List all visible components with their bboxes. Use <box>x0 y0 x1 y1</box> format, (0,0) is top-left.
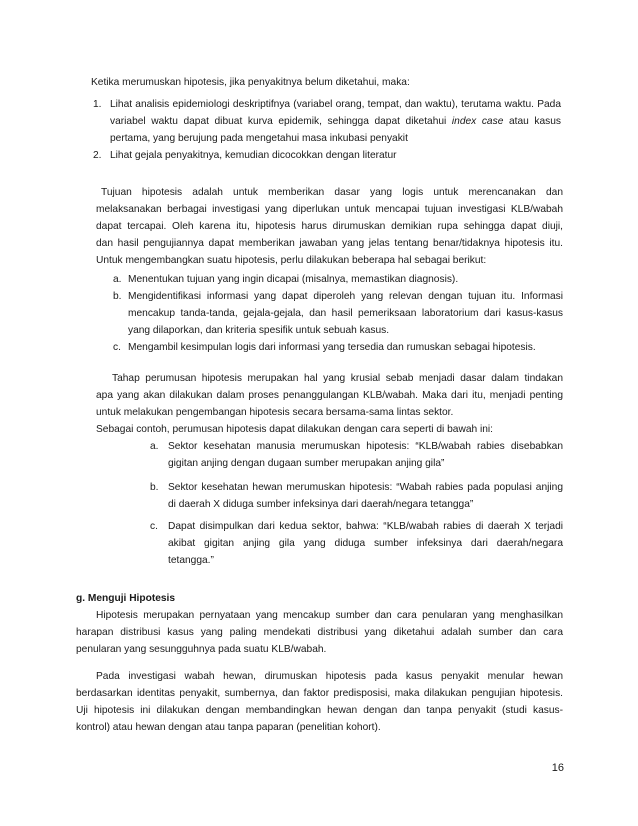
list3-marker-a: a. <box>150 441 159 452</box>
para1-line-5: Untuk mengembangkan suatu hipotesis, perlu dilakukan beberapa hal sebagai berikut: <box>96 255 487 266</box>
index-case-term: index case <box>451 116 504 127</box>
list1-item-1-line-1: Lihat analisis epidemiologi deskriptifnya (variabel orang, tempat, dan waktu), terutama waktu. Pada <box>110 99 561 110</box>
para1-line-4: dan hasil pengujiannya dapat memberikan jawaban yang jelas tentang benar/tidaknya hipotesis itu. <box>96 238 563 249</box>
list2-item-c-line-1: Mengambil kesimpulan logis dari informasi yang tersedia dan rumuskan sebagai hipotesis. <box>128 342 536 353</box>
section-heading: g. Menguji Hipotesis <box>76 593 176 604</box>
para2-line-1: Tahap perumusan hipotesis merupakan hal yang krusial sebab menjadi dasar dalam tindakan <box>112 373 563 384</box>
list2-item-a-line-1: Menentukan tujuan yang ingin dicapai (misalnya, memastikan diagnosis). <box>128 274 459 285</box>
list3-marker-b: b. <box>150 482 159 493</box>
para2-line-2: apa yang akan dilakukan dalam proses penanggulangan KLB/wabah. Maka dari itu, menjadi penting <box>96 390 563 401</box>
list1-marker-2: 2. <box>93 150 102 161</box>
list2-item-b-line-2: mencakup tanda-tanda, gejala-gejala, dan hasil pemeriksaan laboratorium dari kasus-kasus <box>128 308 563 319</box>
list1-marker-1: 1. <box>93 99 102 110</box>
list2-item-b-line-3: yang dilaporkan, dan kriteria spesifik untuk sebuah kasus. <box>128 325 390 336</box>
list1-item-1-text-end: atau kasus <box>508 116 561 127</box>
para1-line-3: dapat tercapai. Oleh karena itu, hipotesis harus dirumuskan demikian rupa sehingga dapat diuji, <box>96 221 563 232</box>
para3-line-3: penularan yang sesungguhnya pada suatu KLB/wabah. <box>76 644 327 655</box>
list3-item-c-line-1: Dapat disimpulkan dari kedua sektor, bahwa: “KLB/wabah rabies di daerah X terjadi <box>168 521 563 532</box>
list3-item-c-line-2: akibat gigitan anjing gila yang diduga sumber infeksinya dari daerah/negara <box>168 538 563 549</box>
list1-item-1-text: variabel waktu dapat dibuat kurva epidemik, sehingga dapat diketahui <box>110 116 447 127</box>
list2-marker-a: a. <box>113 274 122 285</box>
list3-item-c-line-3: tetangga.” <box>168 555 214 566</box>
list3-item-b-line-1: Sektor kesehatan hewan merumuskan hipotesis: “Wabah rabies pada populasi anjing <box>168 482 563 493</box>
para4-line-3: Uji hipotesis ini dilakukan dengan membandingkan hewan dengan dan tanpa penyakit (studi kasus- <box>76 705 563 716</box>
list1-item-1-line-3: pertama, yang berujung pada mengetahui masa inkubasi penyakit <box>110 133 408 144</box>
list3-item-b-line-2: di daerah X diduga sumber infeksinya dari daerah/negara tetangga” <box>168 499 474 510</box>
para4-line-1: Pada investigasi wabah hewan, dirumuskan hipotesis pada kasus penyakit menular hewan <box>96 671 563 682</box>
para4-line-4: kontrol) atau hewan dengan atau tanpa paparan (penelitian kohort). <box>76 722 381 733</box>
para1-line-1: Tujuan hipotesis adalah untuk memberikan dasar yang logis untuk merencanakan dan <box>101 187 563 198</box>
list3-item-a-line-1: Sektor kesehatan manusia merumuskan hipotesis: “KLB/wabah rabies disebabkan <box>168 441 563 452</box>
para2-line-4: Sebagai contoh, perumusan hipotesis dapat dilakukan dengan cara seperti di bawah ini: <box>96 424 494 435</box>
intro-text: Ketika merumuskan hipotesis, jika penyakitnya belum diketahui, maka: <box>91 77 410 88</box>
para3-line-2: harapan distribusi kasus yang paling mendekati distribusi yang diketahui adalah sumber dan cara <box>76 627 563 638</box>
para1-line-2: melaksanakan berbagai investigasi yang diperlukan untuk mencapai tujuan investigasi KLB/wabah <box>96 204 563 215</box>
list2-marker-b: b. <box>113 291 122 302</box>
para3-line-1: Hipotesis merupakan pernyataan yang mencakup sumber dan cara penularan yang menghasilkan <box>96 610 563 621</box>
list3-item-a-line-2: gigitan anjing dengan dugaan sumber merupakan anjing gila” <box>168 458 445 469</box>
list3-marker-c: c. <box>150 521 158 532</box>
list2-marker-c: c. <box>113 342 121 353</box>
list2-item-b-line-1: Mengidentifikasi informasi yang dapat diperoleh yang relevan dengan tujuan itu. Informasi <box>128 291 563 302</box>
para2-line-3: untuk melakukan pengembangan hipotesis secara bersama-sama lintas sektor. <box>96 407 454 418</box>
list1-item-2-line-1: Lihat gejala penyakitnya, kemudian dicocokkan dengan literatur <box>110 150 397 161</box>
para4-line-2: berdasarkan identitas penyakit, sumbernya, dan faktor predisposisi, maka dilakukan pengujian hipotesis. <box>76 688 563 699</box>
list1-item-1-line-2 <box>110 115 561 128</box>
page-number: 16 <box>551 762 564 774</box>
